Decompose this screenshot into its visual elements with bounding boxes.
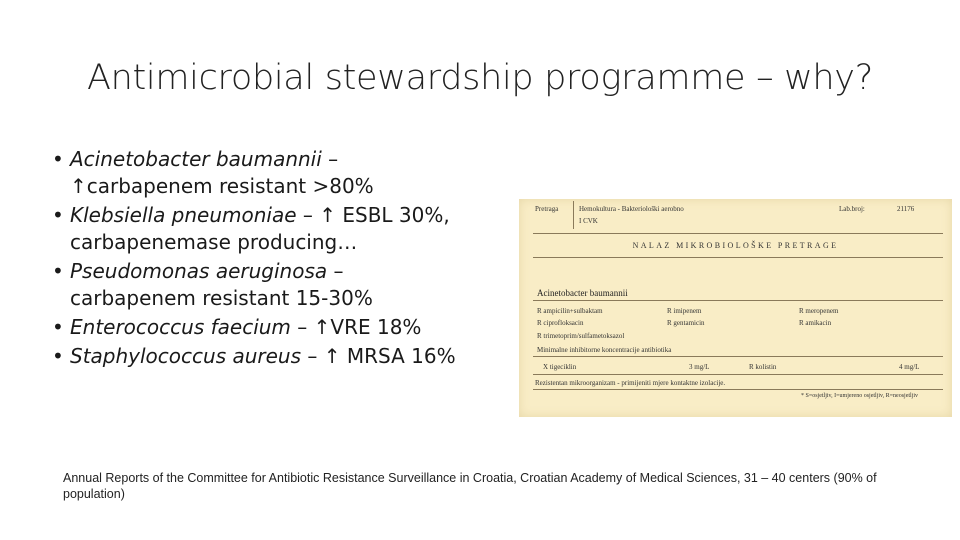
bullet-text: –: [327, 259, 344, 283]
footnote-citation: Annual Reports of the Committee for Antibiotic Resistance Surveillance in Croatia, Croatian Academy of Medical Sciences, 31 – 40 centers (90% of population): [63, 471, 877, 501]
report-mic-value: 4 mg/L: [899, 363, 920, 371]
report-mic-label: Minimalne inhibitorne koncentracije antibiotika: [537, 346, 672, 354]
slide-title: Antimicrobial stewardship programme – why?: [86, 58, 873, 98]
report-rule: [533, 374, 943, 375]
bullet-item: [52, 202, 522, 256]
species-name: Klebsiella pneumoniae: [70, 203, 297, 227]
report-mic-value: 3 mg/L: [689, 363, 710, 371]
report-rule: [533, 389, 943, 390]
report-rule: [533, 257, 943, 258]
bullet-text: – ↑ ESBL 30%,: [296, 203, 450, 227]
bullet-list: [52, 146, 522, 372]
report-result: R imipenem: [667, 307, 702, 315]
report-result: R ciprofloksacin: [537, 319, 584, 327]
bullet-text: – ↑ MRSA 16%: [301, 344, 456, 368]
report-lab-no-value: 21176: [897, 205, 915, 213]
bullet-item: [52, 314, 522, 341]
bullet-continuation: ↑carbapenem resistant >80%: [70, 174, 374, 198]
bullet-item: [52, 258, 522, 312]
species-name: Acinetobacter baumannii: [70, 147, 322, 171]
bullet-text: – ↑VRE 18%: [290, 315, 422, 339]
report-legend: * S=osjetljiv, I=umjereno osjetljiv, R=neosjetljiv: [801, 393, 919, 399]
report-heading: NALAZ MIKROBIOLOŠKE PRETRAGE: [632, 241, 839, 250]
report-result: R amikacin: [799, 319, 832, 327]
report-result: R ampicilin+sulbaktam: [537, 307, 603, 315]
bullet-item: [52, 343, 522, 370]
report-mic-value: R kolistin: [749, 363, 777, 371]
species-name: Enterococcus faecium: [70, 315, 291, 339]
report-result: R meropenem: [799, 307, 839, 315]
lab-report-image: [519, 199, 952, 417]
report-rule: [533, 300, 943, 301]
report-lab-no-label: Lab.broj:: [839, 205, 865, 213]
report-pretraga-label: Pretraga: [535, 205, 559, 213]
report-result: R trimetoprim/sulfametoksazol: [537, 332, 625, 340]
bullet-item: [52, 146, 522, 200]
report-pretraga-value: Hemokultura - Bakteriološki aerobno: [579, 205, 684, 213]
bullet-text: –: [321, 147, 339, 171]
report-rule: [533, 356, 943, 357]
report-organism: Acinetobacter baumannii: [537, 288, 628, 298]
report-divider: [573, 201, 574, 229]
bullet-continuation: carbapenemase producing…: [70, 230, 358, 254]
bullet-continuation: carbapenem resistant 15-30%: [70, 286, 373, 310]
report-result: R gentamicin: [667, 319, 705, 327]
species-name: Staphylococcus aureus: [70, 344, 302, 368]
report-unit: I CVK: [579, 217, 598, 225]
report-mic-value: X tigeciklin: [543, 363, 577, 371]
species-name: Pseudomonas aeruginosa: [70, 259, 328, 283]
report-rule: [533, 233, 943, 234]
report-resistant-note: Rezistentan mikroorganizam - primijeniti mjere kontaktne izolacije.: [535, 379, 726, 387]
